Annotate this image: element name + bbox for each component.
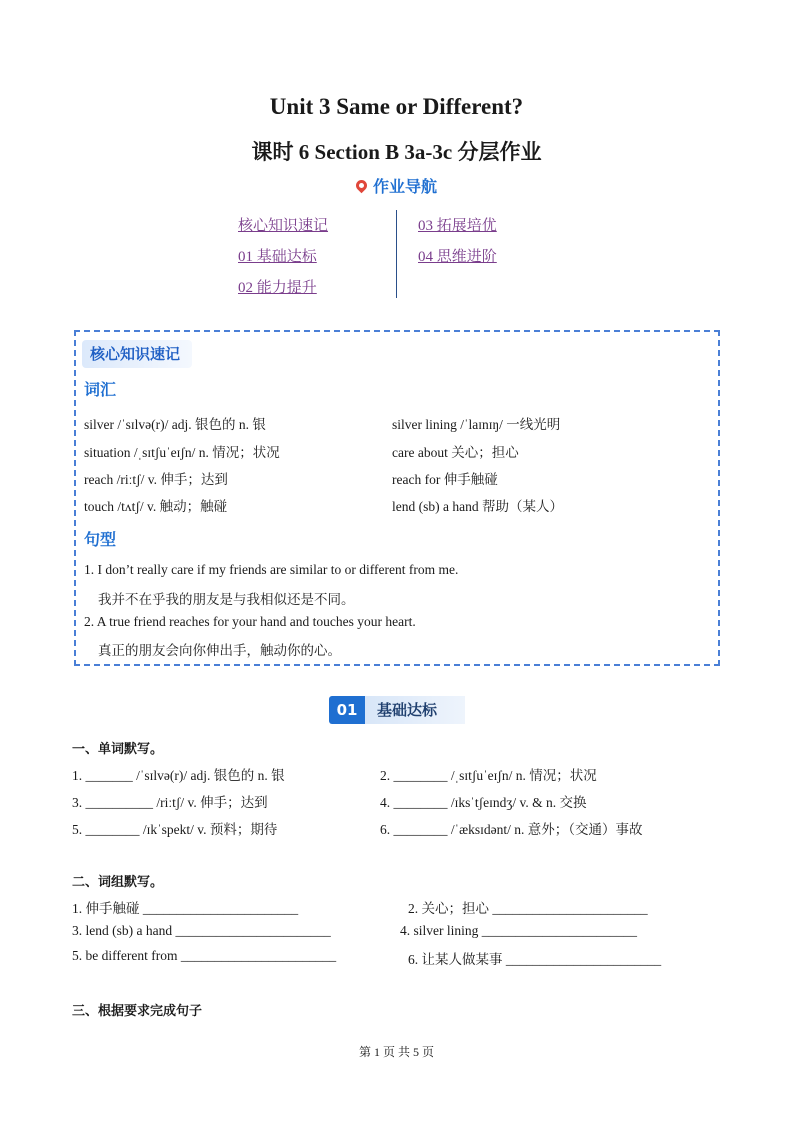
sentence-zh: 真正的朋友会向你伸出手，触动你的心。 (98, 643, 341, 658)
nav-link-basic[interactable]: 01 基础达标 (238, 249, 317, 265)
section-number: 01 (329, 696, 365, 724)
vocab-item: touch /tʌtʃ/ v. 触动；触碰 (84, 499, 228, 514)
part1-item: 2. ________ /ˌsɪtʃuˈeɪʃn/ n. 情况；状况 (380, 768, 597, 783)
nav-link-extend[interactable]: 03 拓展培优 (418, 218, 497, 234)
sentence-heading: 句型 (84, 530, 117, 549)
page-footer: 第 1 页 共 5 页 (358, 1045, 434, 1059)
vocab-item: lend (sb) a hand 帮助（某人） (392, 499, 563, 514)
knowledge-badge: 核心知识速记 (82, 340, 192, 368)
part1-item: 1. _______ /ˈsɪlvə(r)/ adj. 银色的 n. 银 (72, 768, 285, 783)
location-pin-icon (354, 178, 370, 194)
page-subtitle: 课时 6 Section B 3a-3c 分层作业 (251, 140, 542, 164)
part1-heading: 一、单词默写。 (72, 742, 164, 757)
part2-heading: 二、词组默写。 (72, 875, 164, 890)
part1-item: 4. ________ /ɪksˈtʃeɪndʒ/ v. & n. 交换 (380, 795, 587, 810)
vocab-item: reach /riːtʃ/ v. 伸手；达到 (84, 472, 228, 487)
part2-item: 1. 伸手触碰 _______________________ (72, 901, 299, 916)
vocab-item: care about 关心；担心 (392, 445, 519, 460)
vocab-item: reach for 伸手触碰 (392, 472, 498, 487)
part2-item: 5. be different from _______________________ (72, 948, 337, 963)
nav-title-text: 作业导航 (372, 177, 437, 196)
sentence-zh: 我并不在乎我的朋友是与我相似还是不同。 (98, 592, 355, 607)
part2-item: 6. 让某人做某事 _______________________ (408, 952, 662, 967)
nav-title (0, 174, 793, 197)
vocab-heading: 词汇 (84, 380, 117, 399)
part1-item: 6. ________ /ˈæksɪdənt/ n. 意外；（交通）事故 (380, 822, 643, 837)
part3-heading: 三、根据要求完成句子 (72, 1004, 203, 1019)
section-name: 基础达标 (365, 696, 465, 724)
part2-item: 2. 关心；担心 _______________________ (408, 901, 648, 916)
nav-divider (396, 210, 397, 298)
part2-item: 3. lend (sb) a hand _______________________ (72, 923, 331, 938)
part1-item: 3. __________ /riːtʃ/ v. 伸手；达到 (72, 795, 268, 810)
page-title: Unit 3 Same or Different? (269, 94, 524, 119)
nav-link-thinking[interactable]: 04 思维进阶 (418, 249, 497, 265)
part1-item: 5. ________ /ɪkˈspekt/ v. 预料；期待 (72, 822, 278, 837)
vocab-item: situation /ˌsɪtʃuˈeɪʃn/ n. 情况；状况 (84, 445, 280, 460)
vocab-item: silver lining /ˈlaɪnɪŋ/ 一线光明 (392, 417, 561, 432)
vocab-item: silver /ˈsɪlvə(r)/ adj. 银色的 n. 银 (84, 417, 266, 432)
nav-link-knowledge[interactable]: 核心知识速记 (238, 218, 329, 234)
sentence-en: 1. I don’t really care if my friends are similar to or different from me. (84, 562, 459, 577)
nav-link-ability[interactable]: 02 能力提升 (238, 280, 317, 296)
part2-item: 4. silver lining _______________________ (400, 923, 637, 938)
sentence-en: 2. A true friend reaches for your hand and touches your heart. (84, 614, 416, 629)
